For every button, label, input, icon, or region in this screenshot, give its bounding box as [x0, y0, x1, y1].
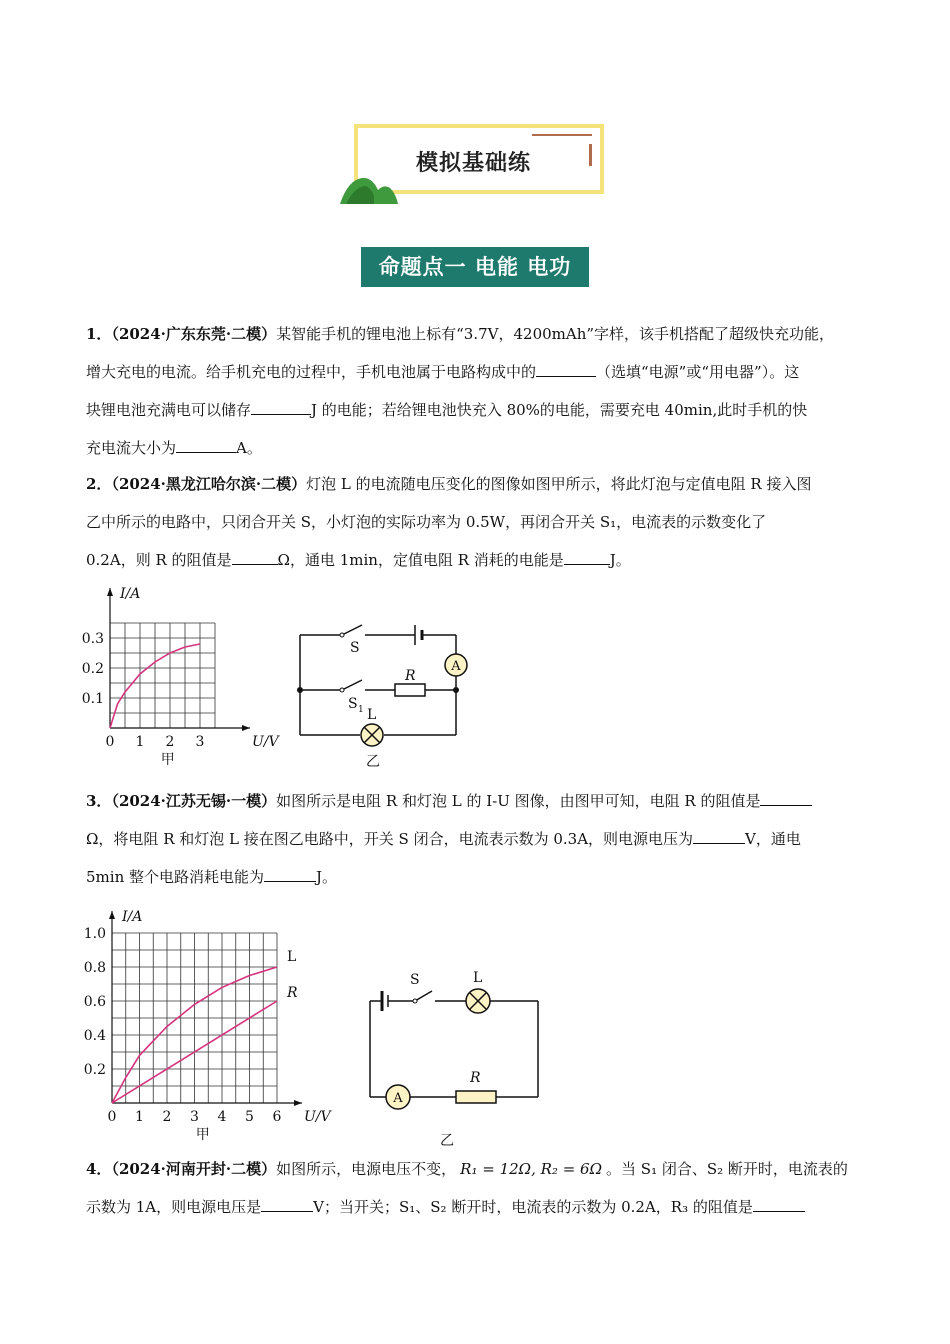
q1-line1: 某智能手机的锂电池上标有“3.7V，4200mAh”字样，该手机搭配了超级快充功能， [276, 325, 835, 343]
chart-caption: 甲 [160, 752, 175, 768]
q1-line2b: （选填“电源”或“用电器”）。这 [596, 363, 800, 381]
q2-number: 2． [86, 475, 112, 493]
chart-iu-resistor-lamp [80, 895, 330, 1155]
svg-text:A: A [451, 659, 461, 674]
section-title: 命题点一 电能 电功 [361, 247, 589, 287]
q4-line1a: 如图所示，电源电压不变， [276, 1160, 457, 1178]
q3-line2: Ω，将电阻 R 和灯泡 L 接在图乙电路中，开关 S 闭合，电流表示数为 0.3A，则电源电压为 [86, 830, 694, 848]
q1-line3b: J 的电能；若给锂电池快充入 80%的电能，需要充电 40min,此时手机的快 [311, 401, 808, 419]
y-tick-label: 0.3 [81, 631, 104, 647]
q3-blank-1[interactable] [760, 789, 812, 806]
q1-blank-1[interactable] [536, 360, 596, 377]
x-tick-label: 1 [135, 734, 145, 750]
x-axis-label: U/V [304, 1109, 331, 1125]
banner-decoration-tick [589, 144, 592, 166]
y-axis-label: I/A [120, 586, 141, 602]
q1-line3: 块锂电池充满电可以储存 [86, 401, 252, 419]
q4-line2: 示数为 1A，则电源电压是 [86, 1198, 262, 1216]
x-tick-label: 0 [107, 1109, 117, 1125]
ammeter-icon [386, 1085, 410, 1109]
q1-line4b: A。 [236, 439, 262, 457]
y-tick-label: 0.4 [83, 1028, 106, 1044]
q4-line2c: R₃ 的阻值是 [670, 1198, 753, 1216]
x-tick-label: 4 [217, 1109, 227, 1125]
x-tick-label: 0 [105, 734, 115, 750]
chart-iu-lamp [80, 586, 279, 778]
q2-line1: 灯泡 L 的电流随电压变化的图像如图甲所示，将此灯泡与定值电阻 R 接入图 [306, 475, 812, 493]
q3-line3b: J。 [316, 868, 338, 886]
q1-blank-3[interactable] [176, 436, 236, 453]
circuit-caption: 乙 [366, 754, 380, 770]
q2-blank-2[interactable] [564, 548, 610, 565]
y-tick-label: 0.6 [83, 994, 106, 1010]
y-axis-arrow [109, 911, 115, 919]
x-tick-label: 6 [272, 1109, 282, 1125]
y-tick-label: 0.1 [81, 691, 104, 707]
q2-line3: 0.2A，则 R 的阻值是 [86, 551, 232, 569]
lamp-icon [361, 724, 383, 746]
q1-line2: 增大充电的电流。给手机充电的过程中，手机电池属于电路构成中的 [86, 363, 537, 381]
circuit-caption: 乙 [440, 1133, 454, 1149]
question-2 [86, 465, 876, 579]
svg-text:A: A [393, 1091, 403, 1106]
circuit-diagram-q3 [360, 965, 550, 1150]
q3-blank-3[interactable] [264, 865, 316, 882]
y-tick-label: 0.8 [83, 960, 106, 976]
question-4 [86, 1150, 876, 1226]
q1-number: 1． [86, 325, 112, 343]
q2-source: （2024·黑龙江哈尔滨·二模） [111, 475, 307, 493]
q3-line1: 如图所示是电阻 R 和灯泡 L 的 I-U 图像，由图甲可知，电阻 R 的阻值是 [276, 792, 761, 810]
chart-caption: 甲 [195, 1127, 210, 1143]
q2-line3b: Ω，通电 1min，定值电阻 R 消耗的电能是 [277, 551, 564, 569]
series-label-R: R [287, 985, 298, 1001]
q4-blank-1[interactable] [261, 1195, 313, 1212]
x-tick-label: 3 [190, 1109, 199, 1125]
resistor-label: R [470, 1070, 481, 1086]
q4-line1b: 。当 S₁ 闭合、S₂ 断开时，电流表的 [606, 1160, 848, 1178]
x-tick-label: 3 [195, 734, 205, 750]
circuit-diagram-q2 [290, 620, 480, 775]
q4-line2b: V；当开关；S₁、S₂ 断开时，电流表的示数为 0.2A， [313, 1198, 671, 1216]
q4-blank-2[interactable] [753, 1195, 805, 1212]
y-tick-label: 0.2 [81, 661, 104, 677]
series-label-L: L [287, 949, 297, 965]
x-tick-label: 1 [135, 1109, 144, 1125]
x-tick-label: 2 [165, 734, 175, 750]
x-tick-label: 2 [162, 1109, 172, 1125]
hills-icon [340, 172, 400, 204]
switch-s-label: S [410, 972, 420, 988]
q1-line4: 充电流大小为 [86, 439, 177, 457]
q2-line2: 乙中所示的电路中，只闭合开关 S，小灯泡的实际功率为 0.5W，再闭合开关 S₁，电流表的示数变化了 [86, 513, 767, 531]
switch-s-label: S [350, 640, 360, 656]
x-tick-label: 5 [245, 1109, 254, 1125]
q4-number: 4． [86, 1160, 112, 1178]
x-axis-arrow [242, 725, 250, 731]
q3-number: 3． [86, 792, 112, 810]
lamp-label: L [367, 707, 377, 723]
q3-line3: 5min 整个电路消耗电能为 [86, 868, 264, 886]
banner-decoration-line [532, 134, 592, 136]
question-1 [86, 315, 876, 467]
y-axis-label: I/A [122, 909, 143, 925]
q4-formula: R₁ = 12Ω, R₂ = 6Ω [460, 1160, 603, 1178]
x-axis-arrow [294, 1100, 302, 1106]
y-tick-label: 0.2 [83, 1062, 106, 1078]
q4-source: （2024·河南开封·二模） [111, 1160, 277, 1178]
q1-source: （2024·广东东莞·二模） [111, 325, 277, 343]
banner-title: 模拟基础练 [416, 151, 532, 176]
switch-s1-subscript: 1 [358, 705, 364, 715]
lamp-icon [466, 989, 490, 1013]
question-3 [86, 782, 876, 896]
q1-blank-2[interactable] [251, 398, 311, 415]
lamp-label: L [473, 970, 483, 986]
resistor-label: R [405, 668, 416, 684]
q2-blank-1[interactable] [232, 548, 278, 565]
q3-line2b: V，通电 [745, 830, 801, 848]
q3-blank-2[interactable] [693, 827, 745, 844]
switch-s1-label: S [348, 696, 358, 712]
q2-line3c: J。 [609, 551, 631, 569]
ammeter-icon [445, 654, 467, 676]
q3-source: （2024·江苏无锡·一模） [111, 792, 277, 810]
y-axis-arrow [107, 588, 113, 596]
x-axis-label: U/V [252, 734, 279, 750]
y-tick-label: 1.0 [83, 926, 106, 942]
